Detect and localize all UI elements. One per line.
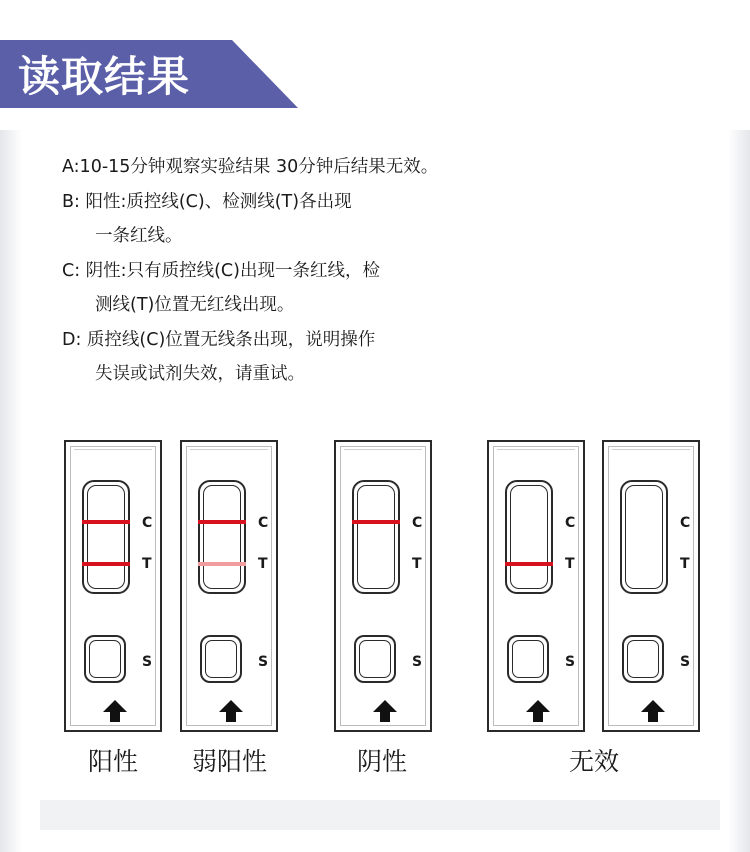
result-window: [505, 480, 553, 594]
test-mark: T: [258, 556, 268, 572]
instructions-list: [62, 150, 712, 392]
test-line-faint: [198, 562, 246, 566]
bottom-faded-band: [40, 800, 720, 830]
test-mark: T: [565, 556, 575, 572]
sample-mark: S: [565, 654, 576, 670]
sample-mark: S: [142, 654, 153, 670]
control-mark: C: [565, 515, 576, 531]
test-strip-positive: [64, 440, 162, 732]
test-strip-invalid-t-only: [487, 440, 585, 732]
label-negative: 阴性: [357, 747, 408, 776]
test-line: [82, 562, 130, 566]
test-strip-negative: [334, 440, 432, 732]
arrow-up-icon: [526, 700, 550, 722]
control-mark: C: [412, 515, 423, 531]
instruction-a-text: A:10-15分钟观察实验结果 30分钟后结果无效。: [62, 157, 439, 177]
instruction-c: [62, 254, 712, 323]
test-mark: T: [680, 556, 690, 572]
sample-well: [84, 635, 126, 683]
strip-top-divider: [190, 449, 268, 450]
label-positive: 阳性: [88, 747, 139, 776]
control-line: [82, 520, 130, 524]
control-line: [352, 520, 400, 524]
section-banner: [0, 40, 300, 112]
banner-title: 读取结果: [18, 52, 191, 101]
test-line: [505, 562, 553, 566]
strip-top-divider: [612, 449, 690, 450]
test-mark: T: [412, 556, 422, 572]
sample-mark: S: [680, 654, 691, 670]
sample-well: [507, 635, 549, 683]
sample-well: [200, 635, 242, 683]
instruction-c-text: C: 阴性:只有质控线(C)出现一条红线，检: [62, 260, 380, 281]
arrow-up-icon: [219, 700, 243, 722]
test-strip-invalid-no-lines: [602, 440, 700, 732]
strip-top-divider: [497, 449, 575, 450]
instruction-d-text: D: 质控线(C)位置无线条出现，说明操作: [62, 329, 376, 350]
test-strip-weak-positive: [180, 440, 278, 732]
instruction-b-continuation: 一条红线。: [95, 226, 183, 246]
arrow-up-icon: [103, 700, 127, 722]
sample-well: [622, 635, 664, 683]
instruction-b: [62, 185, 712, 254]
arrow-up-icon: [373, 700, 397, 722]
strip-top-divider: [344, 449, 422, 450]
control-mark: C: [680, 515, 691, 531]
instruction-d-continuation: 失误或试剂失效，请重试。: [95, 364, 305, 384]
control-mark: C: [142, 515, 153, 531]
label-invalid: 无效: [569, 747, 620, 776]
result-window: [198, 480, 246, 594]
control-line: [198, 520, 246, 524]
instruction-a: [62, 150, 712, 185]
label-weak-positive: 弱阳性: [192, 747, 268, 776]
instruction-d: [62, 323, 712, 392]
sample-mark: S: [258, 654, 269, 670]
control-mark: C: [258, 515, 269, 531]
test-strips-illustration: [0, 430, 750, 820]
instruction-c-continuation: 测线(T)位置无红线出现。: [95, 295, 295, 315]
result-window: [620, 480, 668, 594]
result-window: [82, 480, 130, 594]
sample-well: [354, 635, 396, 683]
sample-mark: S: [412, 654, 423, 670]
arrow-up-icon: [641, 700, 665, 722]
instruction-b-text: B: 阳性:质控线(C)、检测线(T)各出现: [62, 191, 352, 212]
test-mark: T: [142, 556, 152, 572]
result-window: [352, 480, 400, 594]
strip-top-divider: [74, 449, 152, 450]
